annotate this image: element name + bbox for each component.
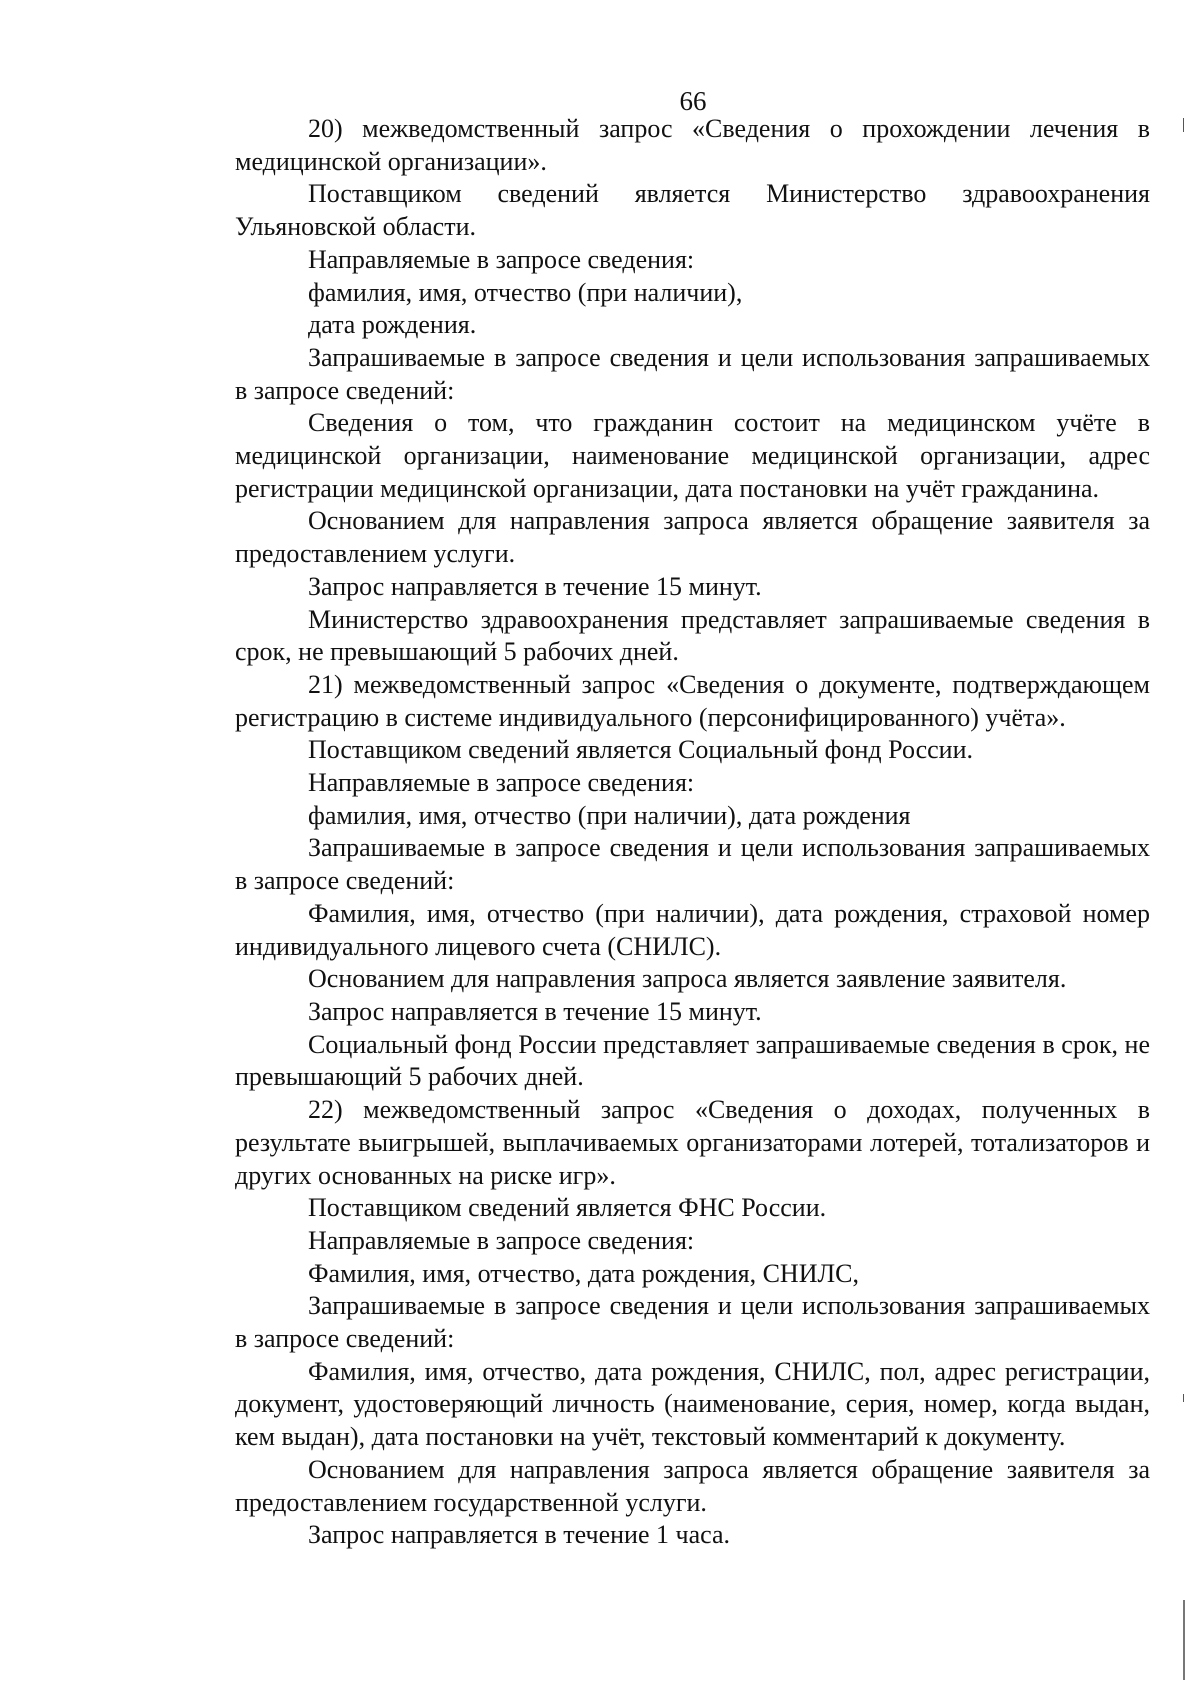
- paragraph: Запрос направляется в течение 1 часа.: [308, 1520, 731, 1550]
- paragraph: Фамилия, имя, отчество (при наличии), дата рождения, страховой номер индивидуального лицевого счета (СНИЛС).: [235, 898, 1150, 961]
- paragraph: Запрашиваемые в запросе сведения и цели использования запрашиваемых в запросе сведений:: [235, 1291, 1150, 1354]
- paragraph: дата рождения.: [308, 310, 477, 340]
- paragraph: Социальный фонд России представляет запрашиваемые сведения в срок, не превышающий 5 рабочих дней.: [235, 1029, 1150, 1092]
- paragraph: Направляемые в запросе сведения:: [308, 1225, 695, 1255]
- scan-edge-mark: [1183, 1600, 1185, 1680]
- paragraph: Сведения о том, что гражданин состоит на медицинском учёте в медицинской организации, наименование медицинской организации, адрес регистрации медицинской организации, дата постановки на учёт гражданина.: [235, 408, 1150, 503]
- paragraph: Запрашиваемые в запросе сведения и цели использования запрашиваемых в запросе сведений:: [235, 342, 1150, 405]
- paragraph: Запрос направляется в течение 15 минут.: [308, 996, 762, 1026]
- paragraph: Основанием для направления запроса является обращение заявителя за предоставлением услуги.: [235, 506, 1150, 569]
- paragraph: фамилия, имя, отчество (при наличии), дата рождения: [308, 800, 911, 830]
- paragraph: 21) межведомственный запрос «Сведения о документе, подтверждающем регистрацию в системе индивидуального (персонифицированного) учёта».: [235, 669, 1150, 732]
- paragraph: Направляемые в запросе сведения:: [308, 244, 695, 274]
- document-body: [235, 113, 1150, 1552]
- paragraph: 20) межведомственный запрос «Сведения о прохождении лечения в медицинской организации».: [235, 114, 1150, 176]
- scan-edge-mark: [1183, 118, 1184, 132]
- paragraph: Фамилия, имя, отчество, дата рождения, СНИЛС, пол, адрес регистрации, документ, удостоверяющий личность (наименование, серия, номер, когда выдан, кем выдан), дата постановки на учёт, текстовый комментарий к документу.: [235, 1356, 1150, 1452]
- paragraph: Поставщиком сведений является Социальный фонд России.: [308, 735, 974, 765]
- paragraph: Фамилия, имя, отчество, дата рождения, СНИЛС,: [308, 1258, 859, 1288]
- page-number: 66: [679, 86, 707, 116]
- paragraph: Основанием для направления запроса является заявление заявителя.: [308, 964, 1067, 994]
- paragraph: 22) межведомственный запрос «Сведения о доходах, полученных в результате выигрышей, выплачиваемых организаторами лотерей, тотализаторов и других основанных на риске игр».: [235, 1095, 1150, 1190]
- paragraph: Направляемые в запросе сведения:: [308, 768, 695, 798]
- paragraph: Основанием для направления запроса является обращение заявителя за предоставлением государственной услуги.: [235, 1454, 1150, 1517]
- paragraph: Министерство здравоохранения представляет запрашиваемые сведения в срок, не превышающий 5 рабочих дней.: [235, 604, 1150, 667]
- paragraph: Поставщиком сведений является ФНС России.: [308, 1193, 827, 1223]
- paragraph: Запрашиваемые в запросе сведения и цели использования запрашиваемых в запросе сведений:: [235, 833, 1150, 896]
- paragraph: фамилия, имя, отчество (при наличии),: [308, 277, 743, 307]
- paragraph: Поставщиком сведений является Министерство здравоохранения Ульяновской области.: [235, 179, 1150, 242]
- scan-edge-mark: [1183, 1394, 1184, 1402]
- paragraph: Запрос направляется в течение 15 минут.: [308, 571, 762, 601]
